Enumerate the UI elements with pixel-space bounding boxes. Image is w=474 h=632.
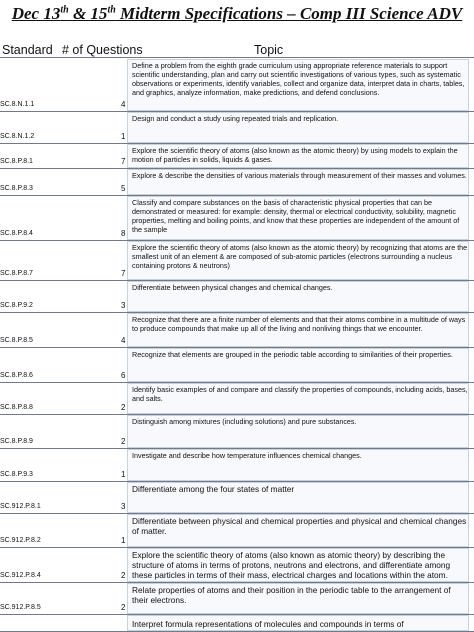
topic-text: Distinguish among mixtures (including solutions) and pure substances.: [132, 417, 357, 426]
question-count: 1: [121, 132, 126, 141]
topic-text: Interpret formula representations of molecules and compounds in terms of: [132, 619, 404, 629]
standard-code: SC.8.P.8.5: [0, 337, 33, 344]
standard-code: SC.8.P.9.3: [0, 471, 33, 478]
standard-code: SC.8.P.8.3: [0, 185, 33, 192]
standard-code: SC.8.P.8.4: [0, 230, 33, 237]
standard-code: SC.8.N.1.1: [0, 101, 35, 108]
standard-code: SC.8.P.8.9: [0, 438, 33, 445]
topic-text: Recognize that elements are grouped in the periodic table according to similarities of their properties.: [132, 350, 453, 359]
topic-text: Identify basic examples of and compare and classify the properties of compounds, including acids, bases, and salts.: [132, 385, 468, 403]
question-count: 1: [121, 536, 126, 545]
header-topic: Topic: [254, 43, 284, 57]
question-count: 2: [121, 437, 126, 446]
topic-text: Explore the scientific theory of atoms (also known as atomic theory) by describing the structure of atoms in terms of protons, neutrons and electrons, and differentiate among these particles in terms of their mass, electrical charges and locations within the atom.: [132, 550, 451, 580]
page-title: Dec 13th & 15th Midterm Specifications – Comp III Science ADV: [11, 4, 463, 23]
question-count: 2: [121, 571, 126, 580]
question-count: 7: [121, 269, 126, 278]
question-count: 6: [121, 371, 126, 380]
topic-text: Investigate and describe how temperature influences chemical changes.: [132, 451, 362, 460]
question-count: 8: [121, 229, 126, 238]
standard-code: SC.8.N.1.2: [0, 133, 35, 140]
standard-code: SC.912.P.8.4: [0, 572, 41, 579]
topic-text: Classify and compare substances on the basis of characteristic physical properties that can be demonstrated or measured: for example: density, thermal or electrical conductivity, solubility, magnetic properties, melting and boiling points, and know that these properties are independent of the amount of the sample: [132, 198, 460, 234]
question-count: 2: [121, 603, 126, 612]
question-count: 4: [121, 336, 126, 345]
header-num-questions: # of Questions: [62, 43, 143, 57]
topic-text: Design and conduct a study using repeated trials and replication.: [132, 114, 339, 123]
question-count: 3: [121, 301, 126, 310]
topic-text: Differentiate between physical changes and chemical changes.: [132, 283, 333, 292]
topic-text: Recognize that there are a finite number of elements and that their atoms combine in a multitude of ways to produce compounds that make up all of the living and nonliving things that we encounter.: [132, 315, 466, 333]
question-count: 5: [121, 184, 126, 193]
standard-code: SC.912.P.8.5: [0, 604, 41, 611]
topic-text: Differentiate among the four states of matter: [132, 484, 295, 494]
topic-text: Define a problem from the eighth grade curriculum using appropriate reference materials to support scientific understanding, plan and carry out scientific investigations of various types, such as systematic observations or experiments, identify variables, collect and organize data, interpret data in charts, tables, and graphics, analyze information, make predictions, and defend conclusions.: [132, 61, 465, 97]
standard-code: SC.8.P.8.6: [0, 372, 33, 379]
question-count: 4: [121, 100, 126, 109]
standard-code: SC.8.P.8.1: [0, 158, 33, 165]
standard-code: SC.8.P.8.7: [0, 270, 33, 277]
row-divider: [0, 57, 474, 58]
question-count: 7: [121, 157, 126, 166]
topic-text: Explore & describe the densities of various materials through measurement of their masses and volumes.: [132, 171, 467, 180]
standard-code: SC.912.P.8.1: [0, 503, 41, 510]
header-standard: Standard: [2, 43, 53, 57]
topic-text: Differentiate between physical and chemical properties and physical and chemical changes of matter.: [132, 516, 467, 536]
topic-text: Explore the scientific theory of atoms (also known as the atomic theory) by using models to explain the motion of particles in solids, liquids & gases.: [132, 146, 458, 164]
standard-code: SC.8.P.8.8: [0, 404, 33, 411]
topic-text: Relate properties of atoms and their position in the periodic table to the arrangement of their electrons.: [132, 585, 451, 605]
question-count: 2: [121, 403, 126, 412]
question-count: 3: [121, 502, 126, 511]
standard-code: SC.8.P.9.2: [0, 302, 33, 309]
topic-text: Explore the scientific theory of atoms (also known as the atomic theory) by recognizing that atoms are the smallest unit of an element & are composed of sub-atomic particles (electrons surrounding a nucleus containing protons & neutrons): [132, 243, 468, 270]
question-count: 1: [121, 470, 126, 479]
standard-code: SC.912.P.8.2: [0, 537, 41, 544]
